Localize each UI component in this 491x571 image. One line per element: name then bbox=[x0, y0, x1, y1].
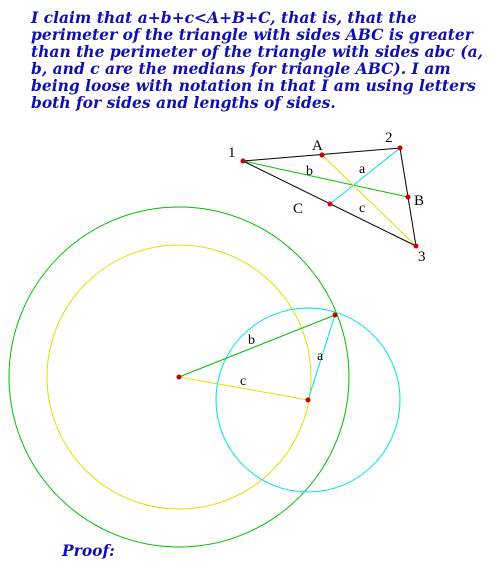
median-a-label: a bbox=[359, 162, 366, 177]
proof-label: Proof: bbox=[62, 541, 115, 560]
segment-b-label: b bbox=[248, 333, 255, 348]
vertex-1-label: 1 bbox=[228, 145, 236, 161]
side-A-label: A bbox=[312, 138, 323, 154]
claim-text: I claim that a+b+c<A+B+C, that is, that the perimeter of the triangle with sides ABC is greater than the perimeter of the triangle with sides abc (a, b, and c are the medians for triangle ABC). I am being loose with notation in that I am using letters both for sides and lengths of sides. bbox=[31, 8, 484, 112]
cyan-center-point bbox=[306, 398, 311, 403]
median-b-line bbox=[243, 161, 408, 197]
segment-b bbox=[179, 315, 335, 377]
circle-construction bbox=[9, 207, 400, 547]
segment-c-label: c bbox=[240, 374, 247, 389]
center-point bbox=[177, 375, 182, 380]
vertex-3-label: 3 bbox=[418, 249, 426, 265]
median-c-label: c bbox=[359, 201, 366, 216]
side-B-label: B bbox=[414, 193, 425, 209]
segment-a-label: a bbox=[317, 349, 324, 364]
vertex-1-point bbox=[241, 159, 246, 164]
side-C-label: C bbox=[293, 201, 304, 217]
median-c-line bbox=[322, 155, 416, 246]
midpoint-C-point bbox=[328, 202, 333, 207]
vertex-3-point bbox=[414, 244, 419, 249]
triangle-figure bbox=[228, 130, 426, 265]
midpoint-B-point bbox=[406, 195, 411, 200]
vertex-2-point bbox=[398, 146, 403, 151]
median-b-label: b bbox=[306, 164, 313, 179]
vertex-2-label: 2 bbox=[385, 130, 393, 146]
intersection-point bbox=[333, 313, 338, 318]
